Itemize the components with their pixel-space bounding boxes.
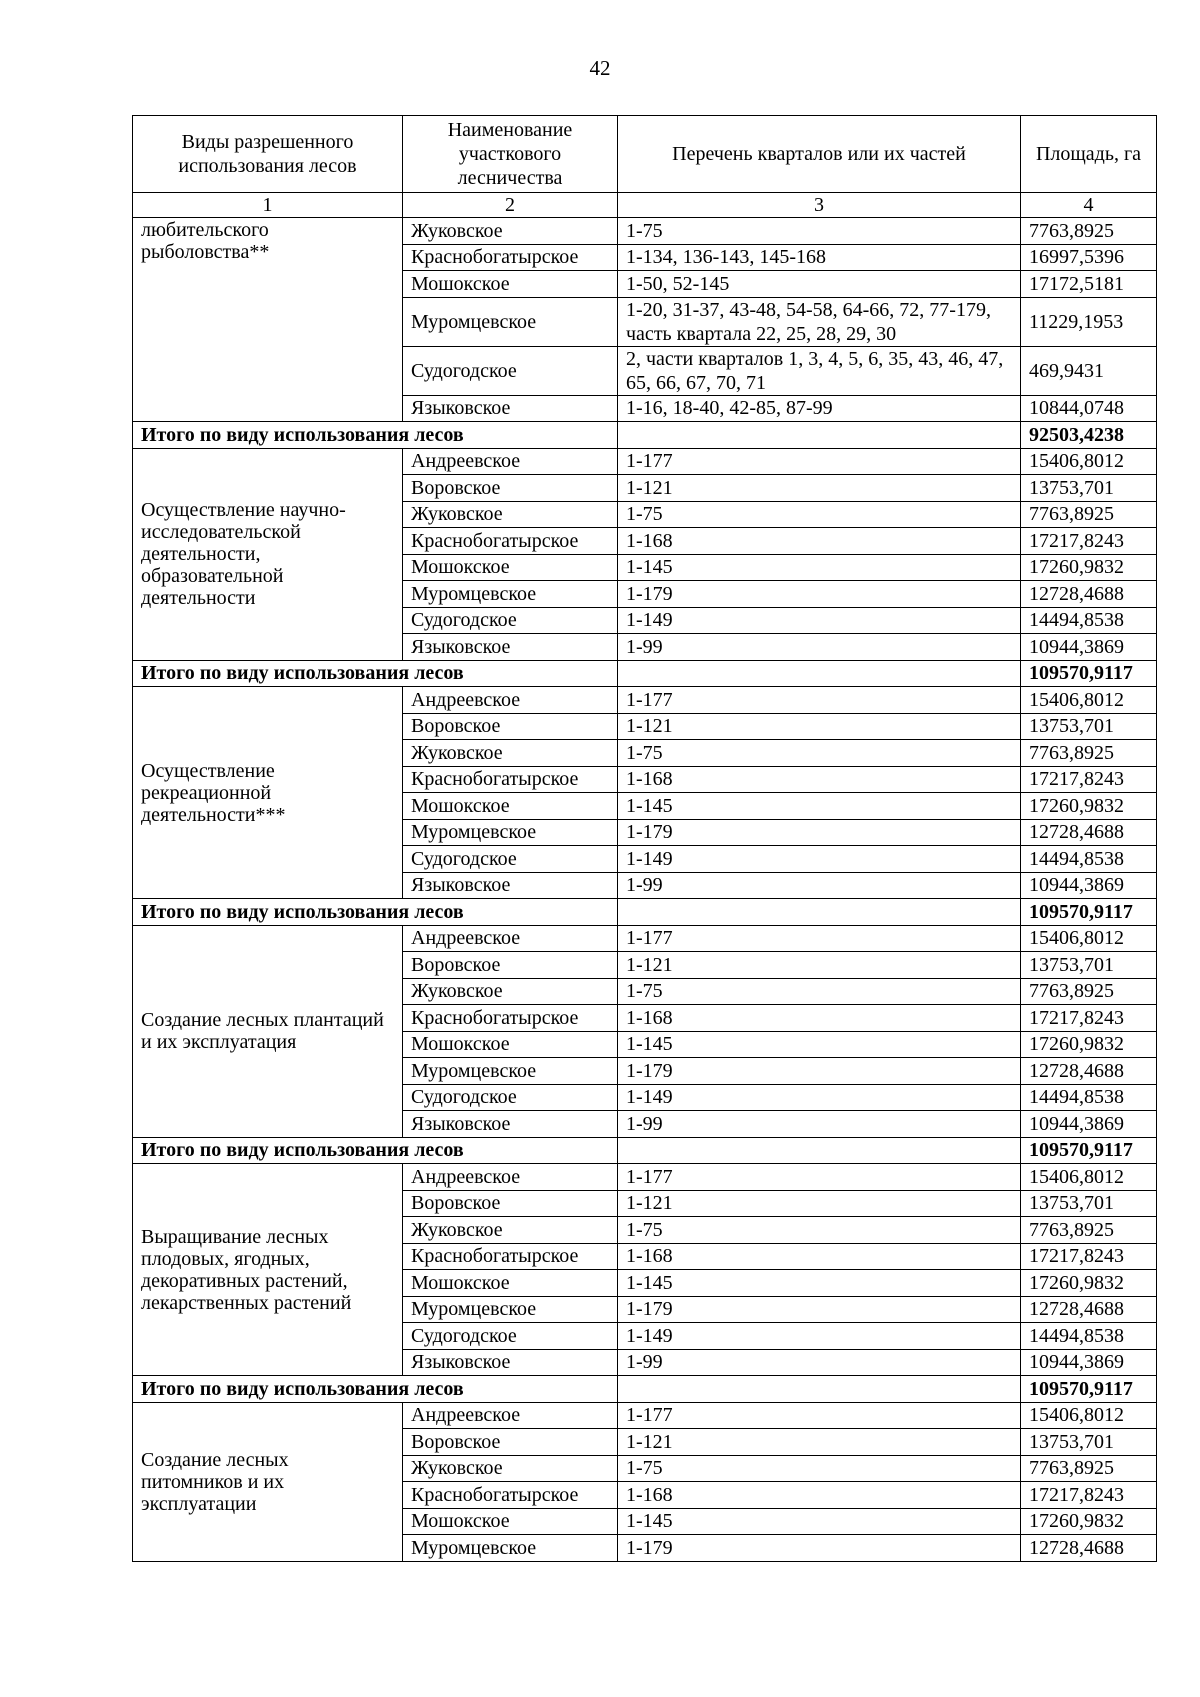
quarters-cell: 1-50, 52-145 [618, 271, 1021, 298]
area-cell: 14494,8538 [1021, 1323, 1157, 1350]
quarters-cell: 1-145 [618, 793, 1021, 820]
area-cell: 13753,701 [1021, 713, 1157, 740]
area-cell: 17260,9832 [1021, 1270, 1157, 1297]
total-value: 109570,9117 [1021, 660, 1157, 687]
area-cell: 17217,8243 [1021, 528, 1157, 555]
total-value: 109570,9117 [1021, 1376, 1157, 1403]
district-cell: Воровское [403, 1429, 618, 1456]
district-cell: Мошокское [403, 271, 618, 298]
area-cell: 10944,3869 [1021, 634, 1157, 661]
area-cell: 17260,9832 [1021, 793, 1157, 820]
total-label: Итого по виду использования лесов [133, 1376, 618, 1403]
quarters-cell: 1-177 [618, 687, 1021, 714]
district-cell: Языковское [403, 634, 618, 661]
area-cell: 13753,701 [1021, 1190, 1157, 1217]
quarters-cell: 1-179 [618, 819, 1021, 846]
district-cell: Жуковское [403, 1217, 618, 1244]
total-empty-cell [618, 422, 1021, 449]
total-empty-cell [618, 1376, 1021, 1403]
district-cell: Мошокское [403, 793, 618, 820]
quarters-cell: 1-179 [618, 581, 1021, 608]
quarters-cell: 2, части кварталов 1, 3, 4, 5, 6, 35, 43, 46, 47, 65, 66, 67, 70, 71 [618, 346, 1021, 395]
header-area: Площадь, га [1021, 116, 1157, 193]
quarters-cell: 1-179 [618, 1535, 1021, 1562]
quarters-cell: 1-145 [618, 1270, 1021, 1297]
area-cell: 13753,701 [1021, 1429, 1157, 1456]
quarters-cell: 1-168 [618, 1482, 1021, 1509]
district-cell: Краснобогатырское [403, 1005, 618, 1032]
district-cell: Муромцевское [403, 819, 618, 846]
district-cell: Краснобогатырское [403, 244, 618, 271]
table-row [133, 925, 1157, 952]
area-cell: 12728,4688 [1021, 819, 1157, 846]
quarters-cell: 1-75 [618, 1217, 1021, 1244]
area-cell: 7763,8925 [1021, 1455, 1157, 1482]
area-cell: 12728,4688 [1021, 1296, 1157, 1323]
column-number-row [133, 193, 1157, 218]
district-cell: Муромцевское [403, 581, 618, 608]
quarters-cell: 1-75 [618, 501, 1021, 528]
usage-type-cell: Осуществление научно-исследовательской деятельности, образовательной деятельности [133, 448, 403, 660]
total-row [133, 1137, 1157, 1164]
header-usage-type: Виды разрешенного использования лесов [133, 116, 403, 193]
district-cell: Муромцевское [403, 297, 618, 346]
usage-type-cell: Создание лесных питомников и их эксплуатации [133, 1402, 403, 1561]
district-cell: Мошокское [403, 1270, 618, 1297]
total-label: Итого по виду использования лесов [133, 422, 618, 449]
district-cell: Жуковское [403, 740, 618, 767]
quarters-cell: 1-168 [618, 1005, 1021, 1032]
column-number: 3 [618, 193, 1021, 218]
usage-type-cell: любительского рыболовства** [133, 218, 403, 422]
quarters-cell: 1-99 [618, 1349, 1021, 1376]
area-cell: 13753,701 [1021, 952, 1157, 979]
total-row [133, 422, 1157, 449]
quarters-cell: 1-121 [618, 952, 1021, 979]
district-cell: Воровское [403, 475, 618, 502]
area-cell: 7763,8925 [1021, 1217, 1157, 1244]
quarters-cell: 1-145 [618, 1031, 1021, 1058]
area-cell: 469,9431 [1021, 346, 1157, 395]
table-row [133, 448, 1157, 475]
page-number: 42 [589, 56, 611, 80]
quarters-cell: 1-16, 18-40, 42-85, 87-99 [618, 395, 1021, 422]
table-body [133, 218, 1157, 1562]
area-cell: 17217,8243 [1021, 1005, 1157, 1032]
total-row [133, 660, 1157, 687]
area-cell: 14494,8538 [1021, 607, 1157, 634]
area-cell: 17260,9832 [1021, 1508, 1157, 1535]
total-empty-cell [618, 1137, 1021, 1164]
table-row [133, 1402, 1157, 1429]
total-row [133, 899, 1157, 926]
district-cell: Андреевское [403, 1164, 618, 1191]
district-cell: Языковское [403, 872, 618, 899]
total-value: 109570,9117 [1021, 1137, 1157, 1164]
area-cell: 7763,8925 [1021, 740, 1157, 767]
district-cell: Муромцевское [403, 1058, 618, 1085]
quarters-cell: 1-168 [618, 1243, 1021, 1270]
area-cell: 7763,8925 [1021, 978, 1157, 1005]
quarters-cell: 1-75 [618, 218, 1021, 245]
total-label: Итого по виду использования лесов [133, 660, 618, 687]
total-label: Итого по виду использования лесов [133, 1137, 618, 1164]
quarters-cell: 1-149 [618, 846, 1021, 873]
district-cell: Языковское [403, 395, 618, 422]
area-cell: 17260,9832 [1021, 554, 1157, 581]
total-value: 92503,4238 [1021, 422, 1157, 449]
area-cell: 14494,8538 [1021, 846, 1157, 873]
district-cell: Языковское [403, 1349, 618, 1376]
district-cell: Судогодское [403, 1084, 618, 1111]
area-cell: 12728,4688 [1021, 581, 1157, 608]
area-cell: 17217,8243 [1021, 766, 1157, 793]
quarters-cell: 1-134, 136-143, 145-168 [618, 244, 1021, 271]
quarters-cell: 1-121 [618, 1190, 1021, 1217]
district-cell: Воровское [403, 1190, 618, 1217]
area-cell: 7763,8925 [1021, 501, 1157, 528]
district-cell: Андреевское [403, 687, 618, 714]
district-cell: Судогодское [403, 846, 618, 873]
quarters-cell: 1-177 [618, 925, 1021, 952]
quarters-cell: 1-75 [618, 1455, 1021, 1482]
district-cell: Жуковское [403, 978, 618, 1005]
district-cell: Жуковское [403, 1455, 618, 1482]
district-cell: Андреевское [403, 1402, 618, 1429]
header-row [133, 116, 1157, 193]
quarters-cell: 1-75 [618, 740, 1021, 767]
quarters-cell: 1-177 [618, 448, 1021, 475]
table-row [133, 1164, 1157, 1191]
district-cell: Краснобогатырское [403, 1482, 618, 1509]
district-cell: Мошокское [403, 554, 618, 581]
area-cell: 15406,8012 [1021, 1164, 1157, 1191]
quarters-cell: 1-145 [618, 1508, 1021, 1535]
area-cell: 11229,1953 [1021, 297, 1157, 346]
area-cell: 13753,701 [1021, 475, 1157, 502]
quarters-cell: 1-179 [618, 1058, 1021, 1085]
total-row [133, 1376, 1157, 1403]
quarters-cell: 1-177 [618, 1402, 1021, 1429]
quarters-cell: 1-149 [618, 1084, 1021, 1111]
district-cell: Краснобогатырское [403, 528, 618, 555]
district-cell: Жуковское [403, 218, 618, 245]
forest-usage-table [132, 115, 1157, 1562]
area-cell: 14494,8538 [1021, 1084, 1157, 1111]
quarters-cell: 1-99 [618, 634, 1021, 661]
quarters-cell: 1-145 [618, 554, 1021, 581]
quarters-cell: 1-149 [618, 607, 1021, 634]
quarters-cell: 1-99 [618, 872, 1021, 899]
district-cell: Муромцевское [403, 1296, 618, 1323]
district-cell: Краснобогатырское [403, 1243, 618, 1270]
district-cell: Воровское [403, 713, 618, 740]
column-number: 4 [1021, 193, 1157, 218]
area-cell: 16997,5396 [1021, 244, 1157, 271]
quarters-cell: 1-177 [618, 1164, 1021, 1191]
district-cell: Судогодское [403, 346, 618, 395]
area-cell: 10944,3869 [1021, 872, 1157, 899]
area-cell: 12728,4688 [1021, 1535, 1157, 1562]
usage-type-cell: Создание лесных плантаций и их эксплуатация [133, 925, 403, 1137]
district-cell: Воровское [403, 952, 618, 979]
total-label: Итого по виду использования лесов [133, 899, 618, 926]
usage-type-cell: Выращивание лесных плодовых, ягодных, декоративных растений, лекарственных растений [133, 1164, 403, 1376]
quarters-cell: 1-179 [618, 1296, 1021, 1323]
table-row [133, 687, 1157, 714]
quarters-cell: 1-121 [618, 475, 1021, 502]
district-cell: Мошокское [403, 1508, 618, 1535]
total-empty-cell [618, 899, 1021, 926]
area-cell: 15406,8012 [1021, 448, 1157, 475]
area-cell: 10844,0748 [1021, 395, 1157, 422]
table-row [133, 218, 1157, 245]
district-cell: Жуковское [403, 501, 618, 528]
total-empty-cell [618, 660, 1021, 687]
quarters-cell: 1-168 [618, 528, 1021, 555]
quarters-cell: 1-75 [618, 978, 1021, 1005]
district-cell: Языковское [403, 1111, 618, 1138]
district-cell: Судогодское [403, 1323, 618, 1350]
area-cell: 7763,8925 [1021, 218, 1157, 245]
area-cell: 17172,5181 [1021, 271, 1157, 298]
quarters-cell: 1-168 [618, 766, 1021, 793]
quarters-cell: 1-99 [618, 1111, 1021, 1138]
column-number: 1 [133, 193, 403, 218]
area-cell: 17217,8243 [1021, 1243, 1157, 1270]
quarters-cell: 1-121 [618, 713, 1021, 740]
area-cell: 10944,3869 [1021, 1111, 1157, 1138]
district-cell: Судогодское [403, 607, 618, 634]
total-value: 109570,9117 [1021, 899, 1157, 926]
district-cell: Андреевское [403, 448, 618, 475]
district-cell: Мошокское [403, 1031, 618, 1058]
area-cell: 15406,8012 [1021, 1402, 1157, 1429]
district-cell: Муромцевское [403, 1535, 618, 1562]
area-cell: 15406,8012 [1021, 925, 1157, 952]
district-cell: Краснобогатырское [403, 766, 618, 793]
header-district: Наименование участкового лесничества [403, 116, 618, 193]
quarters-cell: 1-20, 31-37, 43-48, 54-58, 64-66, 72, 77-179, часть квартала 22, 25, 28, 29, 30 [618, 297, 1021, 346]
area-cell: 10944,3869 [1021, 1349, 1157, 1376]
column-number: 2 [403, 193, 618, 218]
quarters-cell: 1-149 [618, 1323, 1021, 1350]
quarters-cell: 1-121 [618, 1429, 1021, 1456]
area-cell: 15406,8012 [1021, 687, 1157, 714]
area-cell: 17217,8243 [1021, 1482, 1157, 1509]
header-quarters: Перечень кварталов или их частей [618, 116, 1021, 193]
area-cell: 12728,4688 [1021, 1058, 1157, 1085]
district-cell: Андреевское [403, 925, 618, 952]
usage-type-cell: Осуществление рекреационной деятельности*** [133, 687, 403, 899]
area-cell: 17260,9832 [1021, 1031, 1157, 1058]
